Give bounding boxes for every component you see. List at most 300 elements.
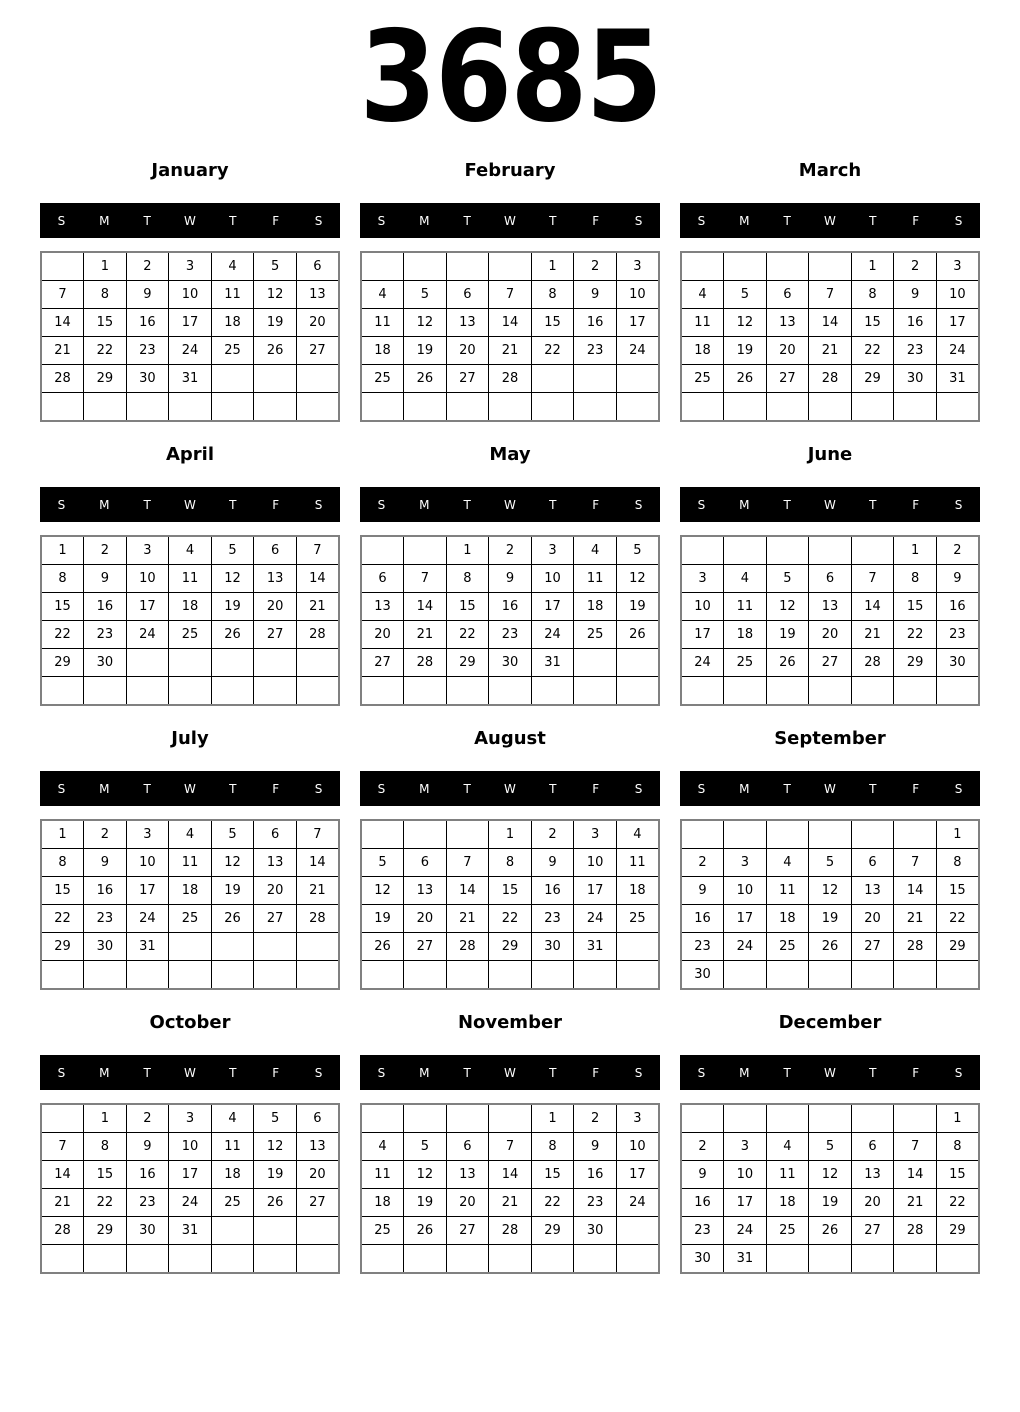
weekday-label: S bbox=[697, 781, 706, 796]
day-cell: 27 bbox=[809, 649, 852, 677]
day-cell: 21 bbox=[894, 905, 937, 933]
day-cell: 3 bbox=[169, 1104, 212, 1133]
day-cell: 22 bbox=[446, 621, 489, 649]
weekday-label: S bbox=[314, 1065, 323, 1080]
week-row bbox=[361, 849, 659, 877]
day-cell: 28 bbox=[296, 621, 339, 649]
empty-day-cell bbox=[894, 820, 937, 849]
weekday-label: F bbox=[912, 1065, 920, 1080]
week-row bbox=[681, 877, 979, 905]
day-cell: 21 bbox=[446, 905, 489, 933]
weekday-label: M bbox=[419, 213, 430, 228]
empty-day-cell bbox=[211, 933, 254, 961]
day-cell: 27 bbox=[296, 1189, 339, 1217]
day-cell: 29 bbox=[84, 365, 127, 393]
week-row bbox=[681, 536, 979, 565]
weekday-label: T bbox=[783, 1065, 791, 1080]
day-cell: 14 bbox=[296, 565, 339, 593]
day-cell: 1 bbox=[936, 820, 979, 849]
empty-day-cell bbox=[41, 961, 84, 990]
week-row bbox=[41, 393, 339, 422]
week-row bbox=[361, 252, 659, 281]
week-row bbox=[41, 1189, 339, 1217]
empty-day-cell bbox=[681, 1104, 724, 1133]
weekday-label: T bbox=[869, 781, 877, 796]
empty-day-cell bbox=[894, 393, 937, 422]
day-cell: 27 bbox=[766, 365, 809, 393]
empty-day-cell bbox=[446, 1104, 489, 1133]
week-row bbox=[361, 1189, 659, 1217]
day-cell: 12 bbox=[616, 565, 659, 593]
day-cell: 15 bbox=[851, 309, 894, 337]
empty-day-cell bbox=[361, 536, 404, 565]
weekday-label: F bbox=[592, 781, 600, 796]
day-cell: 7 bbox=[894, 1133, 937, 1161]
day-cell: 6 bbox=[404, 849, 447, 877]
empty-day-cell bbox=[446, 961, 489, 990]
weekday-label: M bbox=[99, 497, 110, 512]
empty-day-cell bbox=[489, 1104, 532, 1133]
week-row bbox=[41, 1245, 339, 1274]
weekday-label: T bbox=[549, 1065, 557, 1080]
day-cell: 24 bbox=[126, 621, 169, 649]
day-cell: 25 bbox=[766, 933, 809, 961]
day-cell: 29 bbox=[531, 1217, 574, 1245]
day-cell: 29 bbox=[936, 933, 979, 961]
empty-day-cell bbox=[404, 677, 447, 706]
weekday-label: S bbox=[314, 213, 323, 228]
day-cell: 6 bbox=[446, 281, 489, 309]
weekday-header-row bbox=[680, 203, 980, 238]
empty-day-cell bbox=[851, 1245, 894, 1274]
day-cell: 6 bbox=[851, 1133, 894, 1161]
weekday-label: S bbox=[314, 781, 323, 796]
month-may bbox=[360, 444, 660, 706]
day-grid bbox=[360, 1103, 660, 1274]
day-cell: 17 bbox=[169, 309, 212, 337]
month-august bbox=[360, 728, 660, 990]
day-cell: 23 bbox=[126, 1189, 169, 1217]
month-title: November bbox=[457, 1012, 563, 1033]
day-cell: 7 bbox=[489, 281, 532, 309]
day-grid bbox=[360, 535, 660, 706]
empty-day-cell bbox=[616, 365, 659, 393]
day-cell: 15 bbox=[894, 593, 937, 621]
week-row bbox=[681, 621, 979, 649]
weekday-label: F bbox=[592, 497, 600, 512]
week-row bbox=[41, 281, 339, 309]
day-cell: 17 bbox=[126, 877, 169, 905]
weekday-label: F bbox=[272, 213, 280, 228]
weekday-label: T bbox=[143, 1065, 151, 1080]
empty-day-cell bbox=[211, 365, 254, 393]
empty-day-cell bbox=[404, 393, 447, 422]
day-cell: 15 bbox=[489, 877, 532, 905]
week-row bbox=[681, 961, 979, 990]
day-cell: 14 bbox=[851, 593, 894, 621]
empty-day-cell bbox=[724, 393, 767, 422]
empty-day-cell bbox=[894, 677, 937, 706]
day-cell: 21 bbox=[296, 877, 339, 905]
weekday-header-row bbox=[40, 487, 340, 522]
day-cell: 23 bbox=[531, 905, 574, 933]
day-cell: 24 bbox=[126, 905, 169, 933]
day-cell: 13 bbox=[809, 593, 852, 621]
empty-day-cell bbox=[531, 365, 574, 393]
day-cell: 20 bbox=[446, 337, 489, 365]
day-cell: 17 bbox=[531, 593, 574, 621]
week-row bbox=[681, 1104, 979, 1133]
week-row bbox=[361, 649, 659, 677]
day-cell: 4 bbox=[169, 536, 212, 565]
weekday-label: M bbox=[739, 1065, 750, 1080]
day-grid bbox=[360, 819, 660, 990]
weekday-label: W bbox=[504, 1065, 516, 1080]
day-cell: 23 bbox=[681, 1217, 724, 1245]
weekday-label: W bbox=[504, 497, 516, 512]
day-cell: 5 bbox=[404, 281, 447, 309]
day-cell: 12 bbox=[404, 1161, 447, 1189]
empty-day-cell bbox=[211, 1245, 254, 1274]
day-cell: 18 bbox=[574, 593, 617, 621]
year-heading bbox=[0, 0, 1020, 150]
month-february bbox=[360, 160, 660, 422]
day-cell: 30 bbox=[894, 365, 937, 393]
day-cell: 10 bbox=[724, 877, 767, 905]
day-cell: 4 bbox=[766, 1133, 809, 1161]
day-cell: 14 bbox=[41, 309, 84, 337]
day-cell: 16 bbox=[681, 905, 724, 933]
day-cell: 22 bbox=[84, 337, 127, 365]
day-cell: 11 bbox=[169, 849, 212, 877]
day-cell: 28 bbox=[894, 1217, 937, 1245]
day-cell: 26 bbox=[809, 1217, 852, 1245]
day-cell: 26 bbox=[211, 621, 254, 649]
weekday-label: W bbox=[184, 781, 196, 796]
day-cell: 1 bbox=[894, 536, 937, 565]
empty-day-cell bbox=[936, 1245, 979, 1274]
day-cell: 16 bbox=[489, 593, 532, 621]
day-cell: 18 bbox=[681, 337, 724, 365]
day-cell: 13 bbox=[254, 849, 297, 877]
weekday-label: M bbox=[739, 497, 750, 512]
week-row bbox=[681, 309, 979, 337]
empty-day-cell bbox=[616, 393, 659, 422]
week-row bbox=[361, 593, 659, 621]
day-cell: 9 bbox=[681, 1161, 724, 1189]
weekday-label: W bbox=[184, 1065, 196, 1080]
day-cell: 11 bbox=[361, 1161, 404, 1189]
day-cell: 26 bbox=[616, 621, 659, 649]
day-cell: 29 bbox=[936, 1217, 979, 1245]
day-cell: 24 bbox=[724, 933, 767, 961]
day-cell: 26 bbox=[766, 649, 809, 677]
day-cell: 12 bbox=[254, 1133, 297, 1161]
day-cell: 14 bbox=[894, 877, 937, 905]
empty-day-cell bbox=[724, 820, 767, 849]
empty-day-cell bbox=[254, 393, 297, 422]
day-cell: 11 bbox=[724, 593, 767, 621]
week-row bbox=[361, 1161, 659, 1189]
day-cell: 7 bbox=[41, 1133, 84, 1161]
day-cell: 29 bbox=[41, 933, 84, 961]
day-cell: 5 bbox=[616, 536, 659, 565]
empty-day-cell bbox=[766, 961, 809, 990]
day-cell: 5 bbox=[809, 849, 852, 877]
day-cell: 1 bbox=[489, 820, 532, 849]
day-cell: 12 bbox=[211, 565, 254, 593]
week-row bbox=[681, 1189, 979, 1217]
day-cell: 1 bbox=[446, 536, 489, 565]
empty-day-cell bbox=[809, 677, 852, 706]
week-row bbox=[41, 565, 339, 593]
day-cell: 7 bbox=[489, 1133, 532, 1161]
weekday-label: F bbox=[272, 497, 280, 512]
empty-day-cell bbox=[211, 677, 254, 706]
empty-day-cell bbox=[126, 1245, 169, 1274]
day-cell: 21 bbox=[489, 1189, 532, 1217]
week-row bbox=[681, 849, 979, 877]
weekday-header-row bbox=[40, 771, 340, 806]
empty-day-cell bbox=[361, 961, 404, 990]
weekday-label: S bbox=[314, 497, 323, 512]
weekday-label: M bbox=[739, 781, 750, 796]
month-july bbox=[40, 728, 340, 990]
day-cell: 20 bbox=[851, 905, 894, 933]
weekday-label: T bbox=[229, 497, 237, 512]
day-cell: 24 bbox=[531, 621, 574, 649]
weekday-label: S bbox=[57, 1065, 66, 1080]
day-cell: 20 bbox=[254, 593, 297, 621]
day-cell: 15 bbox=[41, 593, 84, 621]
day-cell: 4 bbox=[616, 820, 659, 849]
empty-day-cell bbox=[361, 393, 404, 422]
day-cell: 12 bbox=[766, 593, 809, 621]
day-cell: 20 bbox=[404, 905, 447, 933]
empty-day-cell bbox=[851, 393, 894, 422]
day-cell: 10 bbox=[531, 565, 574, 593]
weekday-label: F bbox=[592, 213, 600, 228]
weekday-label: F bbox=[912, 497, 920, 512]
day-cell: 19 bbox=[254, 1161, 297, 1189]
weekday-header-row bbox=[680, 771, 980, 806]
day-cell: 21 bbox=[489, 337, 532, 365]
empty-day-cell bbox=[254, 677, 297, 706]
week-row bbox=[681, 337, 979, 365]
empty-day-cell bbox=[574, 1245, 617, 1274]
empty-day-cell bbox=[254, 1245, 297, 1274]
day-cell: 13 bbox=[766, 309, 809, 337]
empty-day-cell bbox=[894, 1104, 937, 1133]
day-cell: 2 bbox=[894, 252, 937, 281]
weekday-label: S bbox=[377, 1065, 386, 1080]
day-cell: 22 bbox=[531, 1189, 574, 1217]
day-cell: 18 bbox=[766, 1189, 809, 1217]
day-cell: 11 bbox=[766, 1161, 809, 1189]
week-row bbox=[361, 1104, 659, 1133]
day-cell: 3 bbox=[574, 820, 617, 849]
empty-day-cell bbox=[211, 649, 254, 677]
empty-day-cell bbox=[211, 393, 254, 422]
day-cell: 4 bbox=[361, 1133, 404, 1161]
empty-day-cell bbox=[809, 1245, 852, 1274]
weekday-label: F bbox=[272, 1065, 280, 1080]
month-title: February bbox=[464, 160, 556, 181]
weekday-label: M bbox=[419, 497, 430, 512]
month-title: June bbox=[807, 444, 853, 465]
day-cell: 29 bbox=[446, 649, 489, 677]
empty-day-cell bbox=[446, 820, 489, 849]
weekday-label: F bbox=[592, 1065, 600, 1080]
weekday-label: M bbox=[99, 213, 110, 228]
day-cell: 8 bbox=[41, 565, 84, 593]
week-row bbox=[361, 536, 659, 565]
empty-day-cell bbox=[766, 1104, 809, 1133]
day-cell: 30 bbox=[574, 1217, 617, 1245]
weekday-label: S bbox=[57, 213, 66, 228]
day-cell: 6 bbox=[254, 820, 297, 849]
day-cell: 8 bbox=[894, 565, 937, 593]
day-cell: 23 bbox=[489, 621, 532, 649]
week-row bbox=[41, 593, 339, 621]
day-cell: 21 bbox=[41, 1189, 84, 1217]
day-cell: 20 bbox=[766, 337, 809, 365]
day-cell: 22 bbox=[936, 1189, 979, 1217]
day-cell: 8 bbox=[531, 1133, 574, 1161]
empty-day-cell bbox=[681, 677, 724, 706]
day-cell: 31 bbox=[169, 1217, 212, 1245]
day-cell: 15 bbox=[936, 1161, 979, 1189]
day-cell: 28 bbox=[489, 365, 532, 393]
day-cell: 27 bbox=[851, 1217, 894, 1245]
day-cell: 13 bbox=[404, 877, 447, 905]
weekday-label: W bbox=[824, 1065, 836, 1080]
weekday-header-row bbox=[680, 1055, 980, 1090]
day-cell: 10 bbox=[616, 1133, 659, 1161]
weekday-label: T bbox=[463, 1065, 471, 1080]
day-cell: 16 bbox=[936, 593, 979, 621]
day-cell: 12 bbox=[211, 849, 254, 877]
day-cell: 11 bbox=[211, 281, 254, 309]
week-row bbox=[681, 593, 979, 621]
day-cell: 23 bbox=[84, 905, 127, 933]
empty-day-cell bbox=[404, 1104, 447, 1133]
empty-day-cell bbox=[851, 820, 894, 849]
empty-day-cell bbox=[809, 961, 852, 990]
day-cell: 25 bbox=[724, 649, 767, 677]
weekday-label: S bbox=[697, 213, 706, 228]
day-cell: 15 bbox=[531, 1161, 574, 1189]
day-grid bbox=[40, 251, 340, 422]
empty-day-cell bbox=[126, 961, 169, 990]
day-cell: 30 bbox=[84, 933, 127, 961]
empty-day-cell bbox=[766, 252, 809, 281]
day-cell: 3 bbox=[724, 849, 767, 877]
day-cell: 24 bbox=[169, 1189, 212, 1217]
week-row bbox=[361, 820, 659, 849]
month-october bbox=[40, 1012, 340, 1274]
week-row bbox=[361, 1217, 659, 1245]
empty-day-cell bbox=[936, 961, 979, 990]
weekday-label: S bbox=[377, 781, 386, 796]
week-row bbox=[41, 933, 339, 961]
weekday-label: T bbox=[143, 497, 151, 512]
week-row bbox=[361, 365, 659, 393]
empty-day-cell bbox=[361, 820, 404, 849]
day-grid bbox=[680, 1103, 980, 1274]
weekday-label: T bbox=[869, 497, 877, 512]
weekday-header-row bbox=[360, 771, 660, 806]
weekday-header-row bbox=[40, 203, 340, 238]
day-cell: 3 bbox=[936, 252, 979, 281]
day-cell: 6 bbox=[296, 1104, 339, 1133]
empty-day-cell bbox=[616, 961, 659, 990]
empty-day-cell bbox=[404, 1245, 447, 1274]
empty-day-cell bbox=[254, 365, 297, 393]
day-cell: 20 bbox=[254, 877, 297, 905]
day-cell: 3 bbox=[616, 252, 659, 281]
day-cell: 27 bbox=[361, 649, 404, 677]
day-grid bbox=[360, 251, 660, 422]
months-grid bbox=[0, 160, 1020, 1274]
day-cell: 10 bbox=[681, 593, 724, 621]
day-cell: 23 bbox=[126, 337, 169, 365]
day-cell: 15 bbox=[531, 309, 574, 337]
day-grid bbox=[40, 1103, 340, 1274]
empty-day-cell bbox=[851, 1104, 894, 1133]
empty-day-cell bbox=[446, 677, 489, 706]
weekday-label: T bbox=[143, 781, 151, 796]
day-cell: 20 bbox=[296, 309, 339, 337]
day-cell: 9 bbox=[681, 877, 724, 905]
month-title: August bbox=[474, 728, 546, 749]
day-cell: 13 bbox=[851, 1161, 894, 1189]
weekday-label: M bbox=[99, 781, 110, 796]
day-cell: 20 bbox=[809, 621, 852, 649]
month-title: July bbox=[171, 728, 209, 749]
day-cell: 25 bbox=[574, 621, 617, 649]
day-cell: 9 bbox=[84, 565, 127, 593]
day-cell: 30 bbox=[489, 649, 532, 677]
empty-day-cell bbox=[446, 393, 489, 422]
month-title: January bbox=[151, 160, 229, 181]
day-cell: 7 bbox=[894, 849, 937, 877]
weekday-label: S bbox=[57, 781, 66, 796]
day-cell: 22 bbox=[531, 337, 574, 365]
empty-day-cell bbox=[296, 365, 339, 393]
day-cell: 10 bbox=[169, 281, 212, 309]
day-cell: 8 bbox=[851, 281, 894, 309]
weekday-header-row bbox=[360, 203, 660, 238]
day-cell: 3 bbox=[681, 565, 724, 593]
day-cell: 27 bbox=[446, 1217, 489, 1245]
day-cell: 5 bbox=[724, 281, 767, 309]
day-cell: 1 bbox=[41, 536, 84, 565]
weekday-label: T bbox=[143, 213, 151, 228]
day-cell: 27 bbox=[254, 621, 297, 649]
empty-day-cell bbox=[809, 393, 852, 422]
month-title: December bbox=[778, 1012, 882, 1033]
day-cell: 24 bbox=[574, 905, 617, 933]
day-cell: 3 bbox=[126, 536, 169, 565]
day-cell: 16 bbox=[574, 1161, 617, 1189]
empty-day-cell bbox=[894, 961, 937, 990]
empty-day-cell bbox=[724, 961, 767, 990]
empty-day-cell bbox=[254, 1217, 297, 1245]
day-cell: 28 bbox=[894, 933, 937, 961]
day-cell: 14 bbox=[446, 877, 489, 905]
day-cell: 5 bbox=[211, 536, 254, 565]
